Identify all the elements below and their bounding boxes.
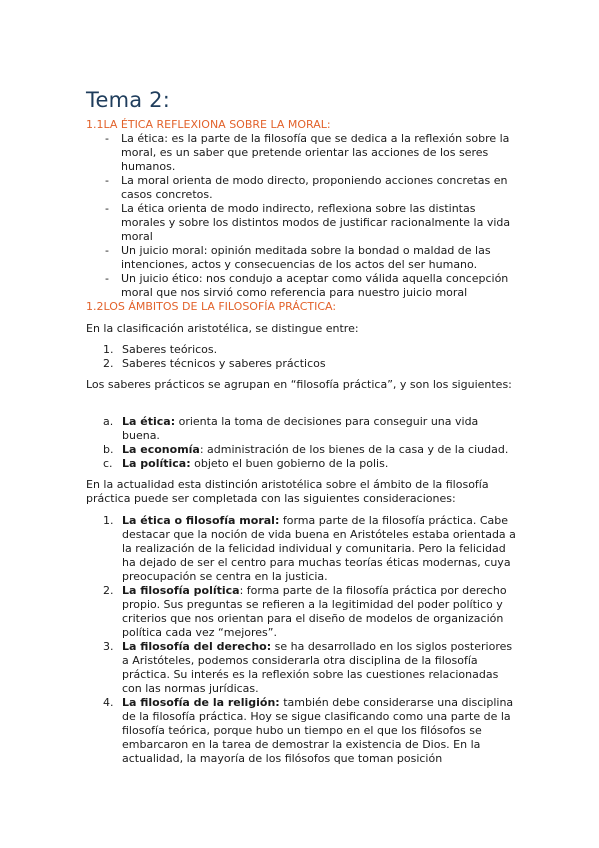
term: La ética o filosofía moral:: [122, 514, 280, 527]
section-1-heading: 1.1LA ÉTICA REFLEXIONA SOBRE LA MORAL:: [86, 118, 331, 131]
list-item: - La ética orienta de modo indirecto, reflexiona sobre las distintas morales y sobre los distintos modos de justificar racionalmente la vida moral: [121, 202, 521, 244]
list-item-text: Saberes técnicos y saberes prácticos: [122, 357, 326, 370]
definition: orienta la toma de decisiones para conseguir una vida buena.: [122, 415, 479, 442]
list-item: [103, 415, 516, 443]
page-title: Tema 2:: [86, 88, 171, 112]
term: La filosofía del derecho:: [122, 640, 272, 653]
list-item-text: Saberes teóricos.: [122, 343, 218, 356]
considerations-list: [103, 514, 516, 766]
definition: forma parte de la filosofía práctica. Cabe destacar que la noción de vida buena en Aristóteles estaba orientada a la realización de la felicidad individual y comunitaria. Pero la felicidad ha dejado de ser el centro para muchas teorías éticas modernas, cuya preocupación se centra en la justicia.: [122, 514, 516, 583]
list-item: - La ética: es la parte de la filosofía que se dedica a la reflexión sobre la moral, es un saber que pretende orientar las acciones de los seres humanos.: [121, 132, 521, 174]
list-marker: 1.: [103, 514, 114, 527]
list-item: [103, 640, 516, 696]
classification-intro: En la clasificación aristotélica, se distingue entre:: [86, 322, 359, 335]
list-item: [103, 696, 516, 766]
list-marker: 3.: [103, 640, 114, 653]
definition: objeto el buen gobierno de la polis.: [190, 457, 389, 470]
practical-list: [103, 415, 516, 471]
definition: se ha desarrollado en los siglos posteriores a Aristóteles, podemos considerarla otra disciplina de la filosofía práctica. Su interés es la reflexión sobre las cuestiones relacionadas con las normas jurídicas.: [122, 640, 513, 695]
term: La economía: [122, 443, 200, 456]
current-intro: En la actualidad esta distinción aristotélica sobre el ámbito de la filosofía práctica puede ser completada con las siguientes consideraciones:: [86, 478, 489, 505]
list-item: [103, 343, 502, 357]
list-item: [103, 584, 516, 640]
list-marker: 2.: [103, 584, 114, 597]
list-item: - Un juicio ético: nos condujo a aceptar como válida aquella concepción moral que nos sirvió como referencia para nuestro juicio moral: [121, 272, 521, 300]
list-marker: c.: [103, 457, 113, 470]
list-marker: 1.: [103, 343, 114, 356]
list-marker: a.: [103, 415, 114, 428]
list-item: [103, 514, 516, 584]
section-2-heading: 1.2LOS ÁMBITOS DE LA FILOSOFÍA PRÁCTICA:: [86, 300, 337, 313]
list-marker: 4.: [103, 696, 114, 709]
section-1-list: [121, 132, 521, 300]
term: La filosofía de la religión:: [122, 696, 280, 709]
list-marker: b.: [103, 443, 114, 456]
practical-intro: Los saberes prácticos se agrupan en “filosofía práctica”, y son los siguientes:: [86, 378, 512, 391]
list-item: [103, 457, 516, 471]
definition: también debe considerarse una disciplina de la filosofía práctica. Hoy se sigue clasificando como una parte de la filosofía teórica, porque hubo un tiempo en el que los filósofos se embarcaron en la tarea de demostrar la existencia de Dios. En la actualidad, la mayoría de los filósofos que toman posición: [122, 696, 514, 765]
list-item: - Un juicio moral: opinión meditada sobre la bondad o maldad de las intenciones, actos y consecuencias de los actos del ser humano.: [121, 244, 521, 272]
list-item: [103, 357, 502, 371]
list-item: - La moral orienta de modo directo, proponiendo acciones concretas en casos concretos.: [121, 174, 521, 202]
list-marker: 2.: [103, 357, 114, 370]
classification-list: [103, 343, 502, 371]
definition: : forma parte de la filosofía práctica por derecho propio. Sus preguntas se refieren a la legitimidad del poder político y criterios que nos orientan para el diseño de modelos de organización política cada vez “mejores”.: [122, 584, 507, 639]
definition: : administración de los bienes de la casa y de la ciudad.: [199, 443, 509, 456]
term: La ética:: [122, 415, 176, 428]
term: La filosofía política: [122, 584, 240, 597]
term: La política:: [122, 457, 191, 470]
list-item: [103, 443, 516, 457]
